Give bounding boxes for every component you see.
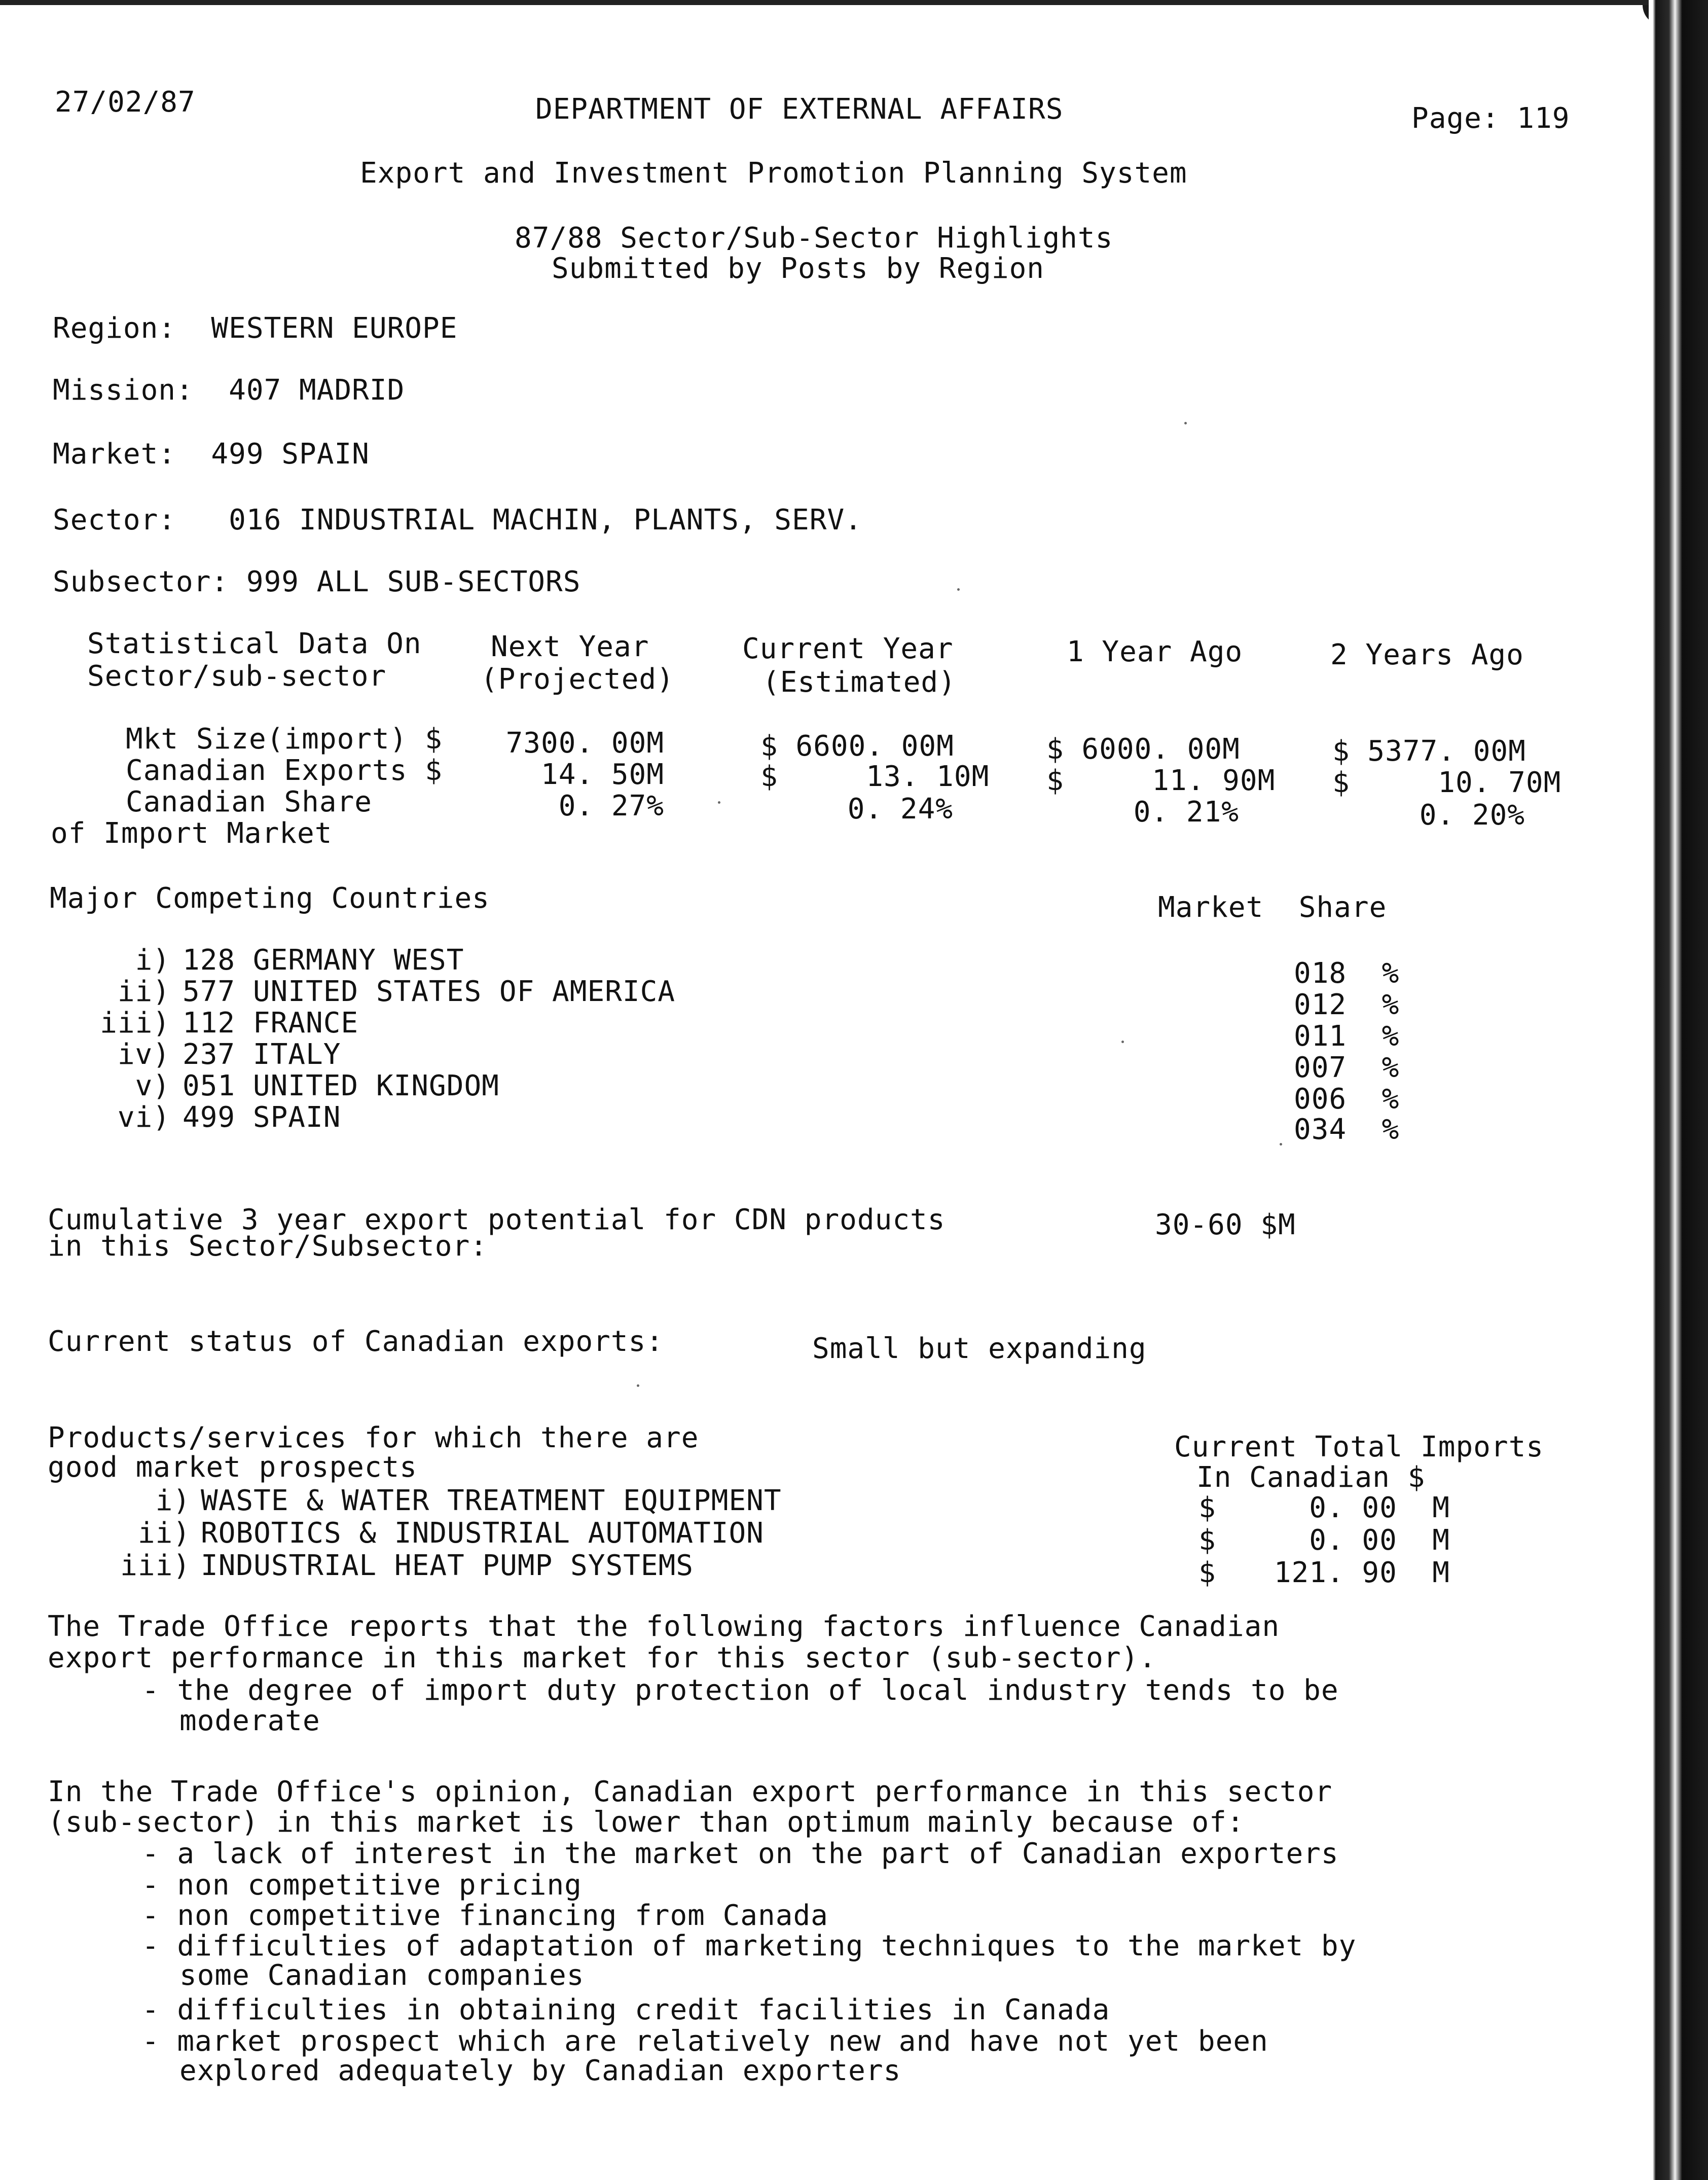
export-potential-label-cont: in this Sector/Subsector:	[48, 1230, 488, 1263]
product-import-value: 0. 00 M	[1309, 1491, 1450, 1524]
sector-field: Sector: 016 INDUSTRIAL MACHIN, PLANTS, SERV.	[53, 504, 862, 537]
col-current-year: Current Year	[742, 632, 954, 665]
row-label-canadian-exports: Canadian Exports $	[126, 754, 443, 787]
mission-field: Mission: 407 MADRID	[53, 374, 405, 407]
subsector-field: Subsector: 999 ALL SUB-SECTORS	[53, 565, 581, 598]
factors-paragraph-line1: The Trade Office reports that the following factors influence Canadian	[48, 1610, 1280, 1643]
competitors-heading: Major Competing Countries	[50, 882, 490, 915]
products-label: Products/services for which there are	[48, 1421, 699, 1454]
page-number: Page: 119	[1411, 102, 1570, 135]
opinion-bullet: - non competitive pricing	[142, 1869, 582, 1902]
mkt-size-next-year: 7300. 00M	[505, 727, 664, 760]
competitor-num: i)	[135, 944, 170, 977]
mkt-size-2-years-ago: $ 5377. 00M	[1332, 735, 1526, 768]
stats-label-line1: Statistical Data On	[87, 627, 422, 660]
export-status-value: Small but expanding	[812, 1332, 1147, 1365]
col-2-years-ago: 2 Years Ago	[1330, 638, 1524, 671]
share-current-year: 0. 24%	[847, 793, 953, 826]
opinion-bullet-cont: some Canadian companies	[179, 1959, 585, 1992]
opinion-bullet: - non competitive financing from Canada	[142, 1899, 828, 1932]
region-field: Region: WESTERN EUROPE	[53, 312, 458, 345]
export-potential-value: 30-60 $M	[1155, 1208, 1296, 1241]
product-import-value: 0. 00 M	[1309, 1524, 1450, 1557]
system-title: Export and Investment Promotion Planning System	[360, 157, 1187, 190]
stats-label-line2: Sector/sub-sector	[87, 660, 387, 693]
competitor-name: 051 UNITED KINGDOM	[183, 1069, 499, 1102]
competitor-num: iv)	[117, 1038, 170, 1071]
share-1-year-ago: 0. 21%	[1133, 796, 1239, 829]
exports-current-year: $ 13. 10M	[760, 760, 990, 793]
competitor-name: 112 FRANCE	[183, 1007, 359, 1040]
opinion-bullet: - difficulties of adaptation of marketing techniques to the market by	[142, 1929, 1357, 1962]
report-subtitle: Submitted by Posts by Region	[552, 252, 1045, 285]
export-status-label: Current status of Canadian exports:	[48, 1325, 664, 1358]
row-label-mkt-size: Mkt Size(import) $	[126, 723, 443, 756]
mkt-size-current-year: $ 6600. 00M	[760, 730, 954, 763]
competitor-share: 006 %	[1294, 1083, 1400, 1116]
opinion-bullet-cont: explored adequately by Canadian exporters	[179, 2054, 901, 2087]
col-next-year: Next Year	[491, 630, 649, 663]
opinion-bullet: - market prospect which are relatively new and have not yet been	[142, 2025, 1268, 2058]
product-name: WASTE & WATER TREATMENT EQUIPMENT	[201, 1484, 782, 1517]
imports-subheading: In Canadian $	[1196, 1461, 1426, 1494]
scan-speck	[718, 801, 720, 804]
department-name: DEPARTMENT OF EXTERNAL AFFAIRS	[535, 93, 1064, 126]
scan-speck	[1280, 1143, 1282, 1146]
opinion-bullet: - a lack of interest in the market on the part of Canadian exporters	[142, 1837, 1339, 1870]
competitor-name: 128 GERMANY WEST	[183, 944, 464, 977]
share-next-year: 0. 27%	[558, 790, 664, 823]
competitor-share: 007 %	[1294, 1051, 1400, 1084]
product-currency: $	[1198, 1491, 1216, 1524]
factors-paragraph-line2: export performance in this market for this sector (sub-sector).	[48, 1641, 1157, 1674]
scan-right-edge	[1649, 0, 1708, 2180]
scan-top-edge	[0, 0, 1708, 5]
exports-next-year: 14. 50M	[540, 758, 664, 791]
col-current-year-sub: (Estimated)	[762, 666, 956, 699]
row-label-canadian-share: Canadian Share	[126, 785, 373, 818]
share-label-continuation: of Import Market	[51, 817, 333, 850]
col-1-year-ago: 1 Year Ago	[1067, 635, 1243, 668]
mkt-size-1-year-ago: $ 6000. 00M	[1046, 733, 1240, 766]
exports-1-year-ago: $ 11. 90M	[1046, 764, 1276, 797]
imports-heading: Current Total Imports	[1174, 1431, 1544, 1463]
share-2-years-ago: 0. 20%	[1419, 799, 1525, 832]
report-title: 87/88 Sector/Sub-Sector Highlights	[515, 222, 1113, 255]
competitor-num: iii)	[100, 1007, 170, 1040]
competitor-name: 577 UNITED STATES OF AMERICA	[183, 975, 676, 1008]
product-currency: $	[1198, 1556, 1216, 1589]
product-name: INDUSTRIAL HEAT PUMP SYSTEMS	[201, 1549, 694, 1582]
report-date: 27/02/87	[55, 86, 196, 119]
opinion-paragraph-line1: In the Trade Office's opinion, Canadian export performance in this sector	[48, 1775, 1333, 1808]
competitor-name: 499 SPAIN	[183, 1101, 341, 1134]
factor-bullet-cont: moderate	[179, 1704, 320, 1737]
competitor-num: vi)	[117, 1101, 170, 1134]
product-num: iii)	[120, 1549, 191, 1582]
competitor-num: ii)	[117, 975, 170, 1008]
col-next-year-sub: (Projected)	[481, 663, 674, 696]
competitor-share: 011 %	[1294, 1020, 1400, 1053]
product-num: ii)	[137, 1517, 191, 1550]
opinion-bullet: - difficulties in obtaining credit facilities in Canada	[142, 1993, 1110, 2026]
product-import-value: 121. 90 M	[1274, 1556, 1450, 1589]
product-name: ROBOTICS & INDUSTRIAL AUTOMATION	[201, 1517, 764, 1550]
exports-2-years-ago: $ 10. 70M	[1332, 766, 1561, 799]
competitor-num: v)	[135, 1069, 170, 1102]
scan-speck	[1121, 1041, 1124, 1043]
scan-speck	[1184, 422, 1187, 424]
export-potential-label: Cumulative 3 year export potential for CDN products	[48, 1203, 946, 1236]
competitor-name: 237 ITALY	[183, 1038, 341, 1071]
scan-speck	[637, 1384, 639, 1387]
factor-bullet: - the degree of import duty protection of local industry tends to be	[142, 1674, 1339, 1707]
competitor-share: 018 %	[1294, 957, 1400, 990]
competitor-share: 012 %	[1294, 988, 1400, 1021]
scan-speck	[957, 588, 960, 591]
competitor-share: 034 %	[1294, 1113, 1400, 1146]
market-share-heading: Market Share	[1158, 891, 1387, 924]
product-currency: $	[1198, 1524, 1216, 1557]
products-label-cont: good market prospects	[48, 1451, 418, 1484]
opinion-paragraph-line2: (sub-sector) in this market is lower than optimum mainly because of:	[48, 1806, 1245, 1839]
product-num: i)	[155, 1484, 191, 1517]
market-field: Market: 499 SPAIN	[53, 438, 370, 471]
